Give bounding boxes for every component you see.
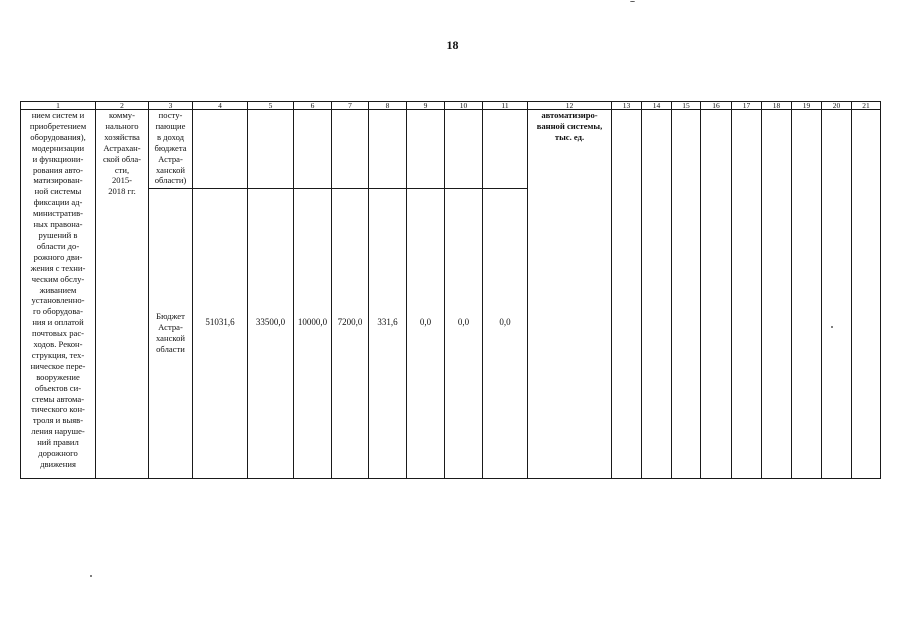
blank-cell xyxy=(701,110,732,479)
text-line: приобретением xyxy=(29,120,87,131)
blank-cell xyxy=(672,110,701,479)
value-2021: 0,0 xyxy=(499,317,511,327)
blank-cell xyxy=(248,110,294,189)
blank-cell xyxy=(642,110,672,479)
event-description-text xyxy=(21,110,95,470)
text-line: жения с техни- xyxy=(30,262,86,273)
text-line: хозяйства xyxy=(104,131,140,142)
event-description xyxy=(21,110,96,479)
value-2020: 0,0 xyxy=(457,317,470,327)
value-cell xyxy=(294,189,332,479)
blank-cell xyxy=(407,110,445,189)
text-line: Бюджет xyxy=(156,311,185,321)
text-line: пающие xyxy=(155,120,186,131)
text-line: ническое пере- xyxy=(30,360,86,371)
text-line: рования авто- xyxy=(32,164,84,175)
text-line: фиксации ад- xyxy=(33,197,83,208)
column-number-8: 8 xyxy=(369,102,407,110)
text-line: ской обла- xyxy=(102,153,142,164)
value-2017: 7200,0 xyxy=(337,317,363,327)
blank-cell xyxy=(852,110,881,479)
scan-speck xyxy=(90,575,92,577)
text-line: рушений в xyxy=(38,229,78,240)
responsible-org-text xyxy=(96,110,148,197)
indicator-name xyxy=(528,110,612,479)
text-line: вооружение xyxy=(36,371,80,382)
column-number-15: 15 xyxy=(672,102,701,110)
text-line: движения xyxy=(40,459,76,469)
column-number-16: 16 xyxy=(701,102,732,110)
text-line: струкция, тех- xyxy=(31,349,85,360)
blank-cell xyxy=(193,110,248,189)
value-2016: 10000,0 xyxy=(297,317,328,327)
column-number-9: 9 xyxy=(407,102,445,110)
responsible-org xyxy=(96,110,149,479)
value-cell xyxy=(248,189,294,479)
text-line: Астра- xyxy=(158,321,183,332)
column-number-18: 18 xyxy=(762,102,792,110)
scan-speck xyxy=(831,326,833,328)
text-line: 2018 гг. xyxy=(108,186,136,197)
scan-speck xyxy=(630,1,635,2)
column-number-4: 4 xyxy=(193,102,248,110)
text-line: троля и выяв- xyxy=(32,415,84,426)
value-cell xyxy=(483,189,528,479)
text-line: области xyxy=(156,343,185,354)
text-line: стемы автома- xyxy=(31,393,85,404)
value-cell xyxy=(445,189,483,479)
budget-table xyxy=(20,101,881,479)
value-cell xyxy=(332,189,369,479)
column-number-1: 1 xyxy=(21,102,96,110)
text-line: посту- xyxy=(158,110,183,120)
text-line: дорожного xyxy=(38,448,78,459)
text-line: ний правил xyxy=(37,437,79,448)
text-line: Астра- xyxy=(158,153,183,164)
text-line: ления наруше- xyxy=(31,426,85,437)
value-2018: 331,6 xyxy=(377,317,398,327)
column-number-3: 3 xyxy=(149,102,193,110)
indicator-name-text xyxy=(528,110,611,143)
column-number-21: 21 xyxy=(852,102,881,110)
blank-cell xyxy=(792,110,822,479)
text-line: рожного дви- xyxy=(33,251,83,262)
funding-source xyxy=(149,189,193,479)
text-line: бюджета xyxy=(154,142,187,153)
text-line: комму- xyxy=(109,110,135,120)
column-number-7: 7 xyxy=(332,102,369,110)
value-cell xyxy=(407,189,445,479)
text-line: Астрахан- xyxy=(103,142,141,153)
blank-cell xyxy=(332,110,369,189)
blank-cell xyxy=(294,110,332,189)
value-cell xyxy=(369,189,407,479)
text-line: модернизации xyxy=(31,142,85,153)
column-number-13: 13 xyxy=(612,102,642,110)
value-cell xyxy=(193,189,248,479)
text-line: оборудования), xyxy=(30,131,86,142)
text-line: установленно- xyxy=(31,295,85,306)
text-line: области) xyxy=(154,175,187,186)
header-row xyxy=(21,102,881,110)
funding-source-text xyxy=(149,311,192,355)
column-number-11: 11 xyxy=(483,102,528,110)
value-2019: 0,0 xyxy=(419,317,432,327)
column-number-20: 20 xyxy=(822,102,852,110)
text-line: министратив- xyxy=(32,208,84,219)
value-2015: 33500,0 xyxy=(255,317,286,327)
blank-cell xyxy=(612,110,642,479)
text-line: тического кон- xyxy=(31,404,85,415)
column-number-19: 19 xyxy=(792,102,822,110)
text-line: в доход xyxy=(156,131,185,142)
text-line: ханской xyxy=(155,332,186,343)
text-line: тыс. ед. xyxy=(554,131,585,142)
blank-cell xyxy=(822,110,852,479)
text-line: объектов си- xyxy=(34,382,82,393)
funding-note xyxy=(149,110,193,189)
text-line: ванной системы, xyxy=(536,120,603,131)
blank-cell xyxy=(445,110,483,189)
funding-note-text xyxy=(149,110,192,186)
blank-cell xyxy=(369,110,407,189)
text-line: ния и оплатой xyxy=(32,317,84,328)
text-line: ходов. Рекон- xyxy=(33,339,83,350)
column-number-2: 2 xyxy=(96,102,149,110)
text-line: живанием xyxy=(39,284,77,295)
column-number-10: 10 xyxy=(445,102,483,110)
text-line: нием систем и xyxy=(31,110,85,120)
column-number-12: 12 xyxy=(528,102,612,110)
text-line: нального xyxy=(105,120,139,131)
blank-cell xyxy=(762,110,792,479)
text-line: сти, xyxy=(114,164,130,175)
column-number-17: 17 xyxy=(732,102,762,110)
blank-cell xyxy=(483,110,528,189)
text-line: го оборудова- xyxy=(33,306,83,317)
column-number-14: 14 xyxy=(642,102,672,110)
blank-cell xyxy=(732,110,762,479)
text-line: 2015- xyxy=(111,175,133,186)
value-total: 51031,6 xyxy=(205,317,235,327)
column-number-6: 6 xyxy=(294,102,332,110)
page-number: 18 xyxy=(446,38,459,52)
text-line: ной системы xyxy=(34,186,82,197)
text-line: матизирован- xyxy=(33,175,83,186)
text-line: и функциони- xyxy=(32,153,84,164)
text-line: области до- xyxy=(36,240,80,251)
text-line: ческим обслу- xyxy=(31,273,85,284)
text-line: ных правона- xyxy=(33,219,83,230)
text-line: автоматизиро- xyxy=(541,110,598,120)
column-number-5: 5 xyxy=(248,102,294,110)
text-line: почтовых рас- xyxy=(32,328,84,339)
text-line: ханской xyxy=(155,164,186,175)
